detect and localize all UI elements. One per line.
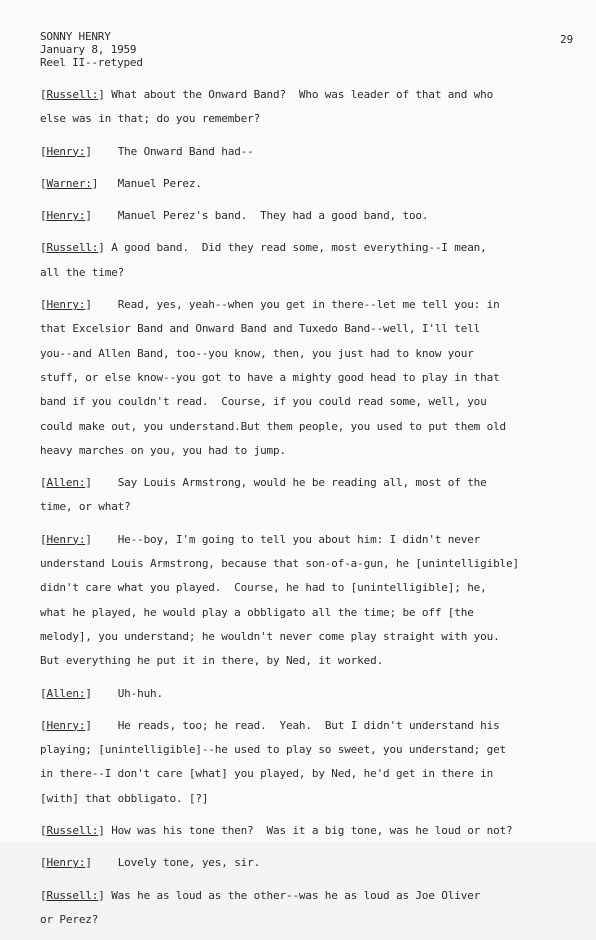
transcript-entry <box>40 819 580 843</box>
speaker-label: Russell: <box>46 88 99 101</box>
transcript-line: heavy marches on you, you had to jump. <box>40 443 286 457</box>
transcript-entry <box>40 528 580 674</box>
transcript-entry <box>40 714 580 811</box>
speaker-label: Henry: <box>46 144 86 158</box>
transcript-entry <box>40 682 580 706</box>
speaker-label: Henry: <box>46 298 86 312</box>
transcript-line <box>40 819 580 843</box>
transcript-line <box>40 682 580 706</box>
utterance-text: ] Was he as loud as the other--was he as loud as Joe Oliver <box>98 888 481 902</box>
speaker-bracket: [ <box>40 686 47 700</box>
transcript-entry <box>40 851 580 875</box>
transcript-line: playing; [unintelligible]--he used to play so sweet, you understand; get <box>40 743 507 757</box>
transcript-line <box>40 293 580 317</box>
transcript-line: what he played, he would play a obbligato all the time; be off [the <box>40 605 474 619</box>
transcript-line <box>40 140 580 164</box>
transcript-line <box>40 236 580 260</box>
transcript-line: or Perez? <box>40 912 99 926</box>
utterance-text: ] What about the Onward Band? Who was leader of that and who <box>98 88 494 101</box>
utterance-text: ] Manuel Perez's band. They had a good band, too. <box>85 209 429 223</box>
speaker-bracket: [ <box>40 718 47 732</box>
speaker-label: Russell: <box>46 824 99 838</box>
speaker-bracket: [ <box>40 144 47 158</box>
speaker-bracket: [ <box>40 241 47 255</box>
transcript-line: time, or what? <box>40 500 131 514</box>
transcript-line: in there--I don't care [what] you played, by Ned, he'd get in there in <box>40 767 494 781</box>
speaker-label: Warner: <box>46 176 92 190</box>
speaker-label: Henry: <box>46 532 86 546</box>
utterance-text: ] How was his tone then? Was it a big tone, was he loud or not? <box>98 824 513 838</box>
speaker-label: Allen: <box>46 476 86 490</box>
utterance-text: ] Read, yes, yeah--when you get in there--let me tell you: in <box>85 298 500 312</box>
transcript-line <box>40 204 580 228</box>
speaker-bracket: [ <box>40 298 47 312</box>
transcript-entry <box>40 884 580 933</box>
speaker-bracket: [ <box>40 476 47 490</box>
interview-date: January 8, 1959 <box>40 43 137 56</box>
interviewee-name: SONNY HENRY <box>40 30 111 43</box>
transcript-line: melody], you understand; he wouldn't never come play straight with you. <box>40 629 500 643</box>
speaker-bracket: [ <box>40 88 47 101</box>
transcript-entry <box>40 172 580 196</box>
transcript-line <box>40 851 580 875</box>
transcript-line: else was in that; do you remember? <box>40 112 261 126</box>
speaker-label: Henry: <box>46 856 86 870</box>
utterance-text: ] The Onward Band had-- <box>85 144 254 158</box>
page-header <box>40 30 143 69</box>
transcript-line <box>40 172 580 196</box>
transcript-line: band if you couldn't read. Course, if you could read some, well, you <box>40 395 487 409</box>
utterance-text: ] Say Louis Armstrong, would he be reading all, most of the <box>85 476 487 490</box>
speaker-bracket: [ <box>40 824 47 838</box>
transcript-body <box>40 83 580 940</box>
speaker-label: Henry: <box>46 209 86 223</box>
transcript-line: But everything he put it in there, by Ned, it worked. <box>40 654 384 668</box>
utterance-text: ] He--boy, I'm going to tell you about him: I didn't never <box>85 532 481 546</box>
speaker-bracket: [ <box>40 176 47 190</box>
speaker-label: Allen: <box>46 686 86 700</box>
transcript-line <box>40 471 580 495</box>
utterance-text: ] Manuel Perez. <box>91 176 202 190</box>
transcript-line: you--and Allen Band, too--you know, then, you just had to know your <box>40 346 474 360</box>
reel-label: Reel II--retyped <box>40 56 143 69</box>
transcript-line <box>40 528 580 552</box>
utterance-text: ] Lovely tone, yes, sir. <box>85 856 261 870</box>
page-number: 29 <box>560 33 574 46</box>
transcript-line: understand Louis Armstrong, because that son-of-a-gun, he [unintelligible] <box>40 557 519 571</box>
transcript-line: that Excelsior Band and Onward Band and Tuxedo Band--well, I'll tell <box>40 322 481 336</box>
utterance-text: ] Uh-huh. <box>85 686 163 700</box>
transcript-line: [with] that obbligato. [?] <box>40 791 209 805</box>
speaker-bracket: [ <box>40 888 47 902</box>
transcript-entry <box>40 140 580 164</box>
utterance-text: ] He reads, too; he read. Yeah. But I didn't understand his <box>85 718 500 732</box>
transcript-line <box>40 714 580 738</box>
transcript-entry <box>40 236 580 285</box>
transcript-line: stuff, or else know--you got to have a mighty good head to play in that <box>40 370 500 384</box>
speaker-label: Russell: <box>46 888 99 902</box>
transcript-line <box>40 83 580 107</box>
speaker-label: Henry: <box>46 718 86 732</box>
speaker-bracket: [ <box>40 532 47 546</box>
speaker-label: Russell: <box>46 241 99 255</box>
transcript-entry <box>40 471 580 520</box>
transcript-entry <box>40 83 580 132</box>
speaker-bracket: [ <box>40 209 47 223</box>
transcript-line: all the time? <box>40 265 125 279</box>
transcript-entry <box>40 204 580 228</box>
transcript-line: didn't care what you played. Course, he had to [unintelligible]; he, <box>40 581 487 595</box>
transcript-line <box>40 884 580 908</box>
speaker-bracket: [ <box>40 856 47 870</box>
transcript-entry <box>40 293 580 463</box>
utterance-text: ] A good band. Did they read some, most everything--I mean, <box>98 241 487 255</box>
transcript-line: could make out, you understand.But them people, you used to put them old <box>40 419 507 433</box>
